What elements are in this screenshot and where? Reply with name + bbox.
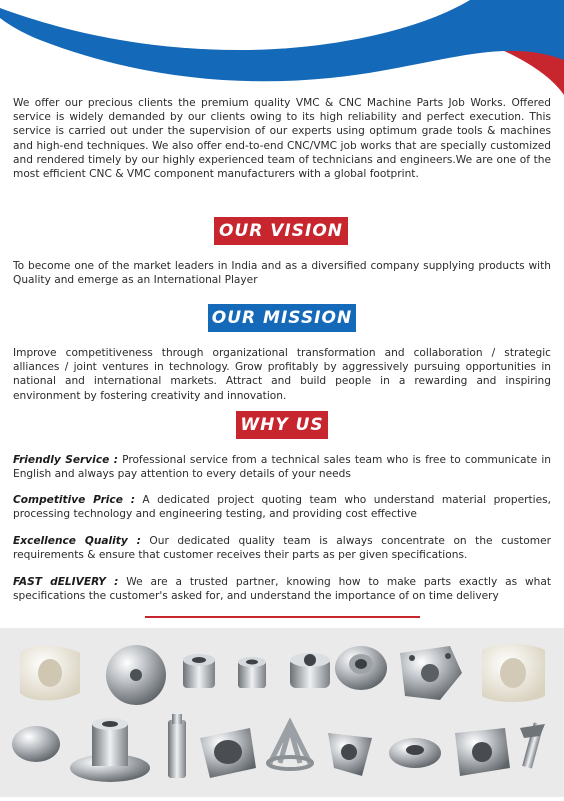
why-us-item-title: Friendly Service : bbox=[13, 454, 118, 466]
bushing-part bbox=[183, 654, 215, 688]
why-us-item-title: Excellence Quality : bbox=[13, 535, 141, 547]
header-wave-decoration bbox=[0, 0, 564, 100]
why-us-heading: WHY US bbox=[236, 411, 328, 439]
cap-part bbox=[12, 726, 60, 762]
divider-line bbox=[145, 616, 420, 618]
screw-part bbox=[520, 722, 545, 768]
nylon-roller-part bbox=[482, 644, 545, 702]
vision-heading: OUR VISION bbox=[214, 217, 348, 245]
machined-parts-gallery bbox=[0, 628, 564, 797]
cup-part bbox=[200, 728, 256, 778]
nylon-bracket-part bbox=[20, 646, 80, 701]
housing-part bbox=[455, 728, 510, 776]
why-us-item-text: We are a trusted partner, knowing how to make parts exactly as what specifications the customer's asked for, and understand the importance of on time delivery bbox=[13, 576, 551, 603]
mission-heading: OUR MISSION bbox=[208, 304, 356, 332]
parts-illustration bbox=[0, 628, 564, 797]
why-us-item bbox=[13, 534, 551, 562]
why-us-item bbox=[13, 575, 551, 603]
nut-part bbox=[238, 657, 266, 688]
flange-part bbox=[335, 646, 387, 690]
fitting-part bbox=[290, 653, 330, 688]
mission-text: Improve competitiveness through organizational transformation and collaboration / strategic alliances / joint ventures in technology. Grow profitably by aggressively pursuing opportunities in national and international markets. Attract and build people in a rewarding and inspiring environment by fostering creativity and innovation. bbox=[13, 347, 551, 402]
block-part bbox=[400, 646, 462, 700]
shaft-flange-part bbox=[70, 718, 150, 782]
why-us-item-text: Our dedicated quality team is always concentrate on the customer requirements & ensure that customer receives their parts as per given specifications. bbox=[13, 535, 551, 562]
why-us-item bbox=[13, 493, 551, 521]
shaft-part bbox=[168, 714, 186, 778]
why-us-item-title: FAST dELIVERY : bbox=[13, 576, 119, 588]
intro-paragraph: We offer our precious clients the premium quality VMC & CNC Machine Parts Job Works. Offered service is widely demanded by our clients owing to its high reliability and perfect execution. This service is carried out under the supervision of our experts using optimum grade tools & machines and high-end techniques. We also offer end-to-end CNC/VMC job works that are specially customized and rendered timely by our highly experienced team of technicians and engineers.We are one of the most efficient CNC & VMC component manufacturers with a global footprint. bbox=[13, 97, 551, 181]
vision-text: To become one of the market leaders in India and as a diversified company supplying products with Quality and emerge as an International Player bbox=[13, 260, 551, 287]
why-us-item bbox=[13, 453, 551, 481]
why-us-item-text: A dedicated project quoting team who understand material properties, processing technology and engineering testing, and providing cost effective bbox=[13, 494, 551, 521]
why-us-item-text: Professional service from a technical sales team who is free to communicate in English and always pay attention to every details of your needs bbox=[13, 454, 551, 481]
tri-flange-part bbox=[328, 733, 372, 776]
spider-part bbox=[268, 723, 312, 769]
disc-part bbox=[389, 738, 441, 768]
why-us-item-title: Competitive Price : bbox=[13, 494, 135, 506]
